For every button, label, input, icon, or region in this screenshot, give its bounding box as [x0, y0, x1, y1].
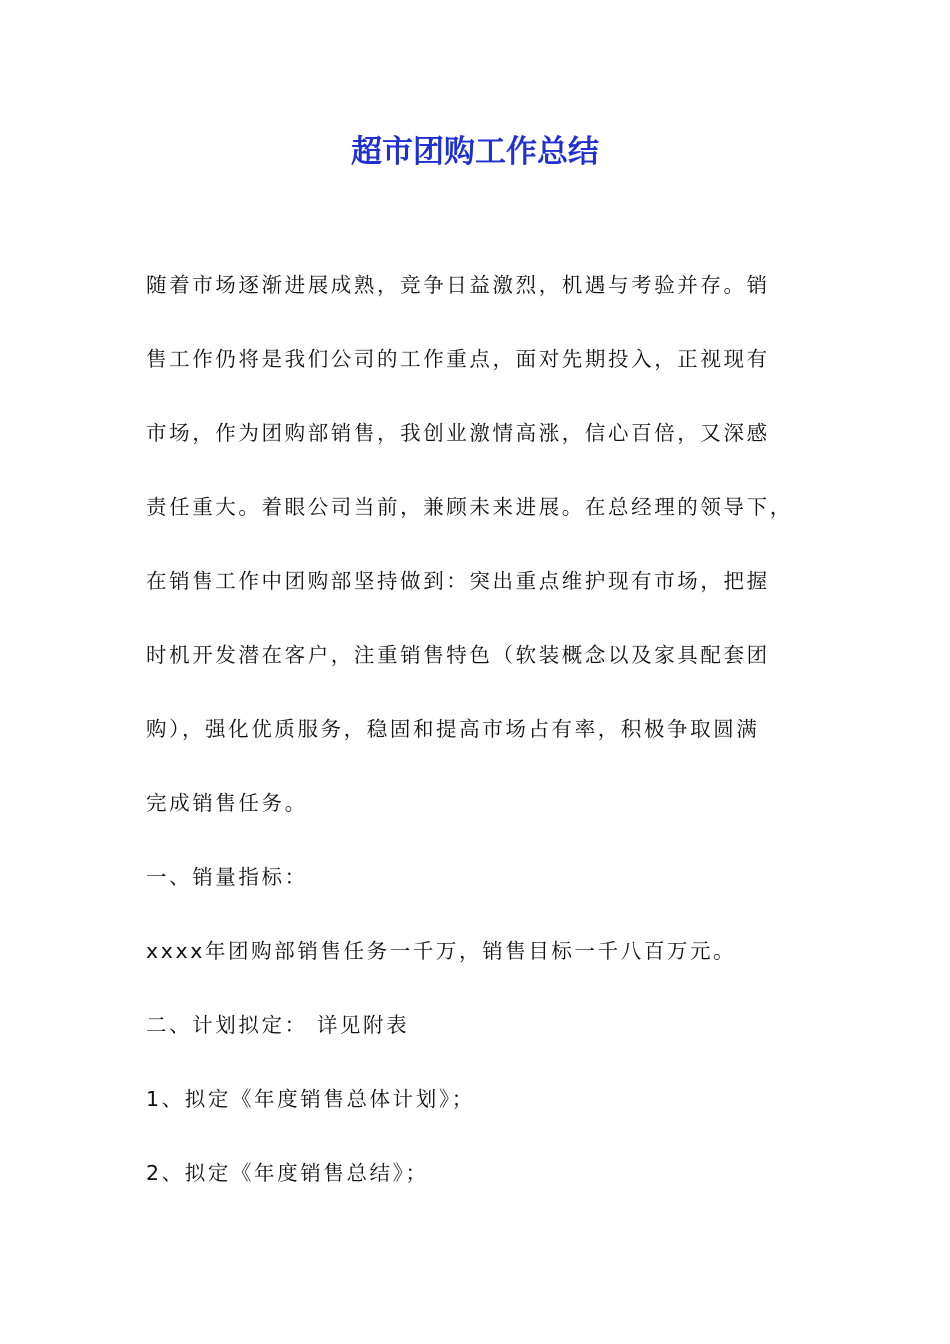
sales-target-text: xxxx年团购部销售任务一千万，销售目标一千八百万元。	[146, 939, 737, 963]
paragraph-line: 随着市场逐渐进展成熟，竞争日益激烈，机遇与考验并存。销	[146, 273, 770, 297]
document-body	[146, 258, 826, 1220]
paragraph-line: 售工作仍将是我们公司的工作重点，面对先期投入，正视现有	[146, 347, 770, 371]
paragraph-line: 购），强化优质服务，稳固和提高市场占有率，积极争取圆满	[146, 717, 760, 741]
paragraph-line: 完成销售任务。	[146, 791, 308, 815]
section-heading-plan: 二、计划拟定： 详见附表	[146, 1013, 410, 1037]
plan-item-1: 1、拟定《年度销售总体计划》；	[146, 1087, 475, 1111]
paragraph-line: 在销售工作中团购部坚持做到：突出重点维护现有市场，把握	[146, 569, 770, 593]
plan-item-2: 2、拟定《年度销售总结》；	[146, 1161, 429, 1185]
paragraph-line: 责任重大。着眼公司当前，兼顾未来进展。在总经理的领导下，	[146, 495, 793, 519]
document-title: 超市团购工作总结	[351, 134, 599, 170]
paragraph-line: 时机开发潜在客户，注重销售特色（软装概念以及家具配套团	[146, 643, 770, 667]
section-heading-sales-target: 一、销量指标：	[146, 865, 308, 889]
paragraph-line: 市场，作为团购部销售，我创业激情高涨，信心百倍，又深感	[146, 421, 770, 445]
